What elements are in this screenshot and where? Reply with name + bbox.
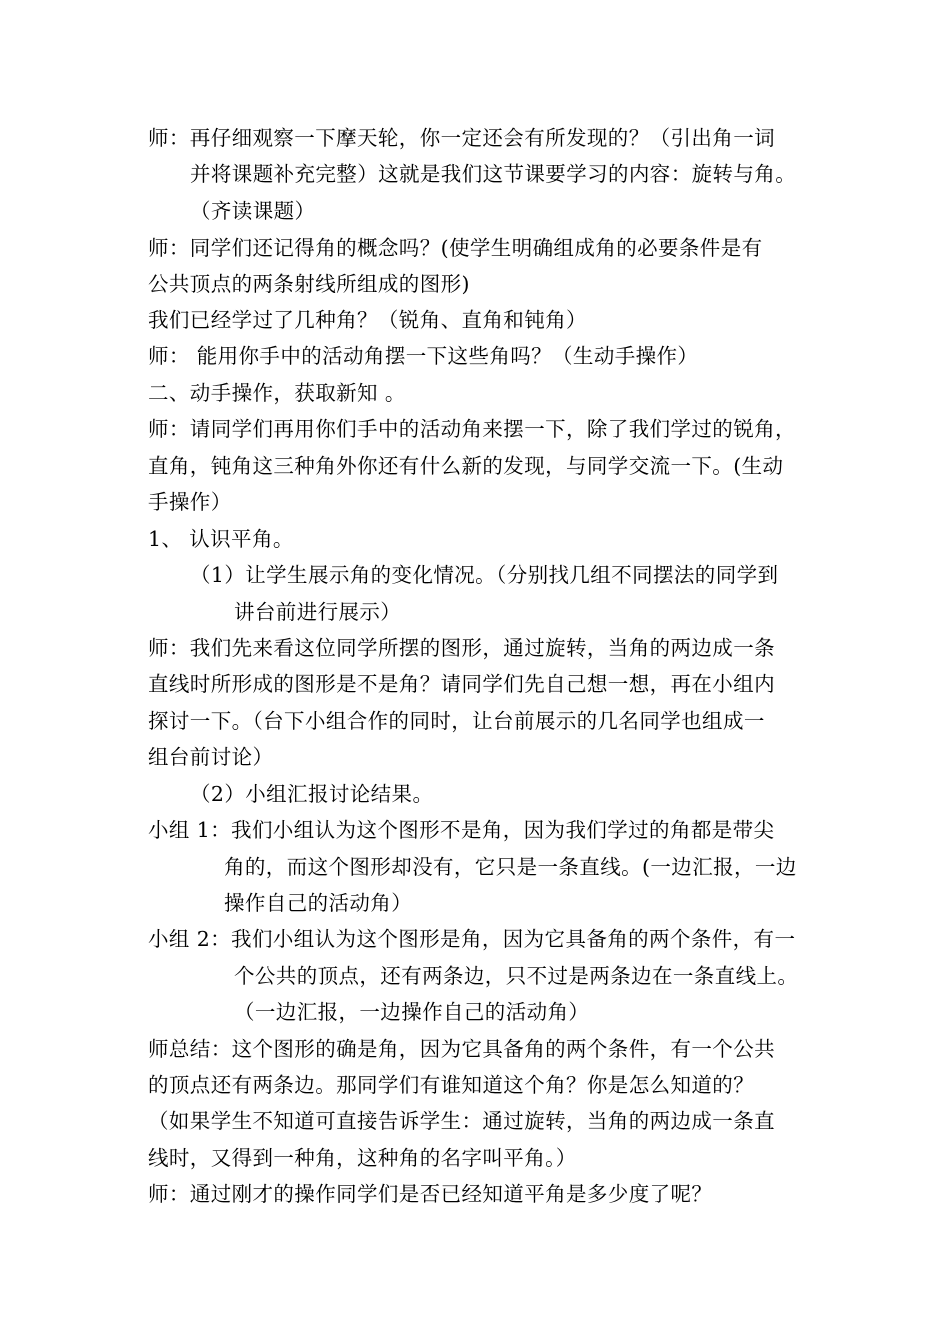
- text-line: 公共顶点的两条射线所组成的图形): [148, 272, 470, 296]
- text-line: 并将课题补充完整）这就是我们这节课要学习的内容：旋转与角。: [190, 162, 797, 186]
- text-line: 师总结：这个图形的确是角，因为它具备角的两个条件，有一个公共: [148, 1037, 775, 1061]
- text-line: 师：我们先来看这位同学所摆的图形，通过旋转，当角的两边成一条: [148, 636, 775, 660]
- text-line: 角的，而这个图形却没有，它只是一条直线。(一边汇报，一边: [224, 855, 797, 879]
- text-line: 师：通过刚才的操作同学们是否已经知道平角是多少度了呢？: [148, 1182, 713, 1206]
- section-heading: 二、动手操作，获取新知 。: [148, 381, 406, 405]
- text-line: 师：请同学们再用你们手中的活动角来摆一下，除了我们学过的锐角，: [148, 417, 796, 441]
- text-line: （1）让学生展示角的变化情况。（分别找几组不同摆法的同学到: [190, 563, 779, 587]
- text-line: 小组 1：我们小组认为这个图形不是角，因为我们学过的角都是带尖: [148, 818, 775, 842]
- text-line: 小组 2：我们小组认为这个图形是角，因为它具备角的两个条件，有一: [148, 927, 796, 951]
- text-line: （2）小组汇报讨论结果。: [190, 782, 434, 806]
- text-line: 师：同学们还记得角的概念吗？(使学生明确组成角的必要条件是有: [148, 236, 763, 260]
- text-line: 组台前讨论）: [148, 745, 274, 769]
- text-line: 师： 能用你手中的活动角摆一下这些角吗？（生动手操作）: [148, 344, 699, 368]
- text-line: 探讨一下。（台下小组合作的同时，让台前展示的几名同学也组成一: [148, 709, 765, 733]
- text-line: 师：再仔细观察一下摩天轮，你一定还会有所发现的？（引出角一词: [148, 126, 775, 150]
- text-line: 我们已经学过了几种角？（锐角、直角和钝角）: [148, 308, 587, 332]
- text-line: 的顶点还有两条边。那同学们有谁知道这个角？你是怎么知道的？: [148, 1073, 755, 1097]
- text-line: 直角，钝角这三种角外你还有什么新的发现，与同学交流一下。(生动: [148, 454, 784, 478]
- text-line: （齐读课题）: [190, 199, 316, 223]
- text-line: 线时，又得到一种角，这种角的名字叫平角。）: [148, 1146, 577, 1170]
- text-line: 讲台前进行展示）: [234, 600, 402, 624]
- text-line: 操作自己的活动角）: [224, 891, 413, 915]
- text-line: 个公共的顶点，还有两条边，只不过是两条边在一条直线上。: [234, 964, 799, 988]
- text-line: 直线时所形成的图形是不是角？请同学们先自己想一想，再在小组内: [148, 672, 775, 696]
- text-line: （如果学生不知道可直接告诉学生：通过旋转，当角的两边成一条直: [148, 1109, 775, 1133]
- text-line: 手操作）: [148, 490, 232, 514]
- subsection-heading: 1、 认识平角。: [148, 527, 294, 551]
- text-line: （一边汇报，一边操作自己的活动角）: [234, 1000, 590, 1024]
